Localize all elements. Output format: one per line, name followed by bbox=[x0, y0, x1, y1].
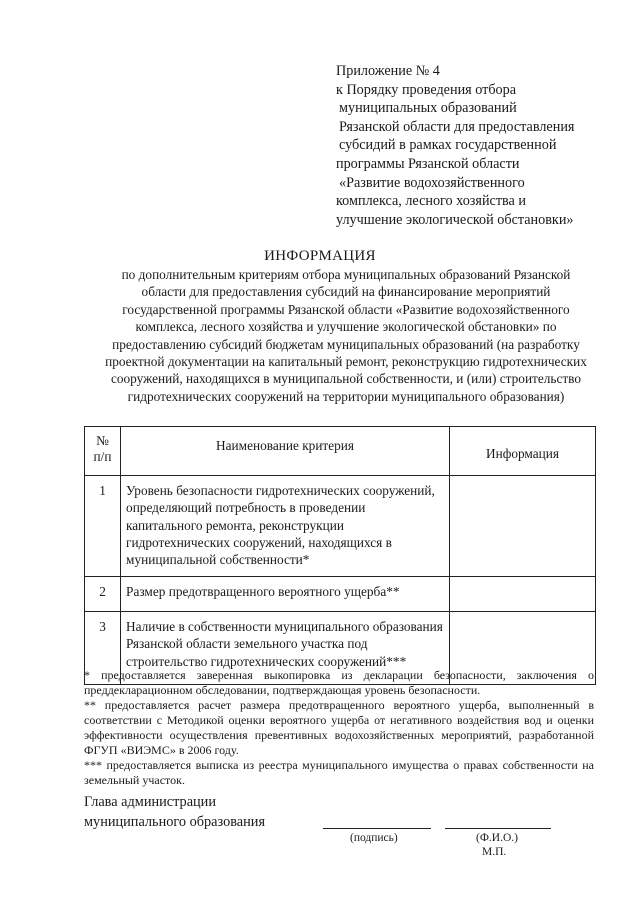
subtitle-line: области для предоставления субсидий на финансирование мероприятий bbox=[141, 284, 551, 300]
appendix-line: «Развитие водохозяйственного bbox=[339, 174, 525, 191]
criteria-table bbox=[84, 426, 596, 685]
signature-title-line2: муниципального образования bbox=[84, 814, 266, 830]
row-criterion: Размер предотвращенного вероятного ущерба** bbox=[121, 577, 450, 612]
signature-title-line1: Глава администрации bbox=[84, 794, 216, 810]
row-information bbox=[450, 577, 596, 612]
appendix-line: Рязанской области для предоставления bbox=[339, 118, 575, 135]
seal-label: М.П. bbox=[482, 846, 507, 858]
header-information: Информация bbox=[450, 427, 596, 476]
table-row bbox=[85, 577, 596, 612]
appendix-line: субсидий в рамках государственной bbox=[339, 137, 557, 154]
row-information bbox=[450, 476, 596, 577]
table-header-row bbox=[85, 427, 596, 476]
appendix-line: Приложение № 4 bbox=[336, 63, 440, 79]
subtitle-line: проектной документации на капитальный ремонт, реконструкцию гидротехнических bbox=[105, 354, 587, 370]
signature-block bbox=[84, 792, 265, 832]
footnote: *** предоставляется выписка из реестра муниципального имущества о правах собственности на земельный участок. bbox=[84, 758, 594, 787]
footnote: ** предоставляется расчет размера предотвращенного вероятного ущерба, выполненный в соответствии с Методикой оценки вероятного ущерба от негативного воздействия вод и оценки эффективности осуществления превентивных водохозяйственных мероприятий, разработанной ФГУП «ВИЭМС» в 2006 году. bbox=[84, 698, 594, 757]
header-criterion: Наименование критерия bbox=[121, 427, 450, 476]
header-number-symbol: № bbox=[96, 433, 109, 448]
document-title: ИНФОРМАЦИЯ bbox=[264, 248, 376, 264]
appendix-line: комплекса, лесного хозяйства и bbox=[336, 193, 526, 210]
name-line bbox=[445, 828, 551, 829]
appendix-line: к Порядку проведения отбора bbox=[336, 81, 517, 98]
signature-line bbox=[323, 828, 431, 829]
appendix-line: улучшение экологической обстановки» bbox=[336, 211, 574, 228]
full-name-label: (Ф.И.О.) bbox=[476, 832, 518, 844]
footnotes bbox=[84, 668, 594, 788]
footnote: * предоставляется заверенная выкопировка из декларации безопасности, заключения о преддекларационном обследовании, подтверждающая уровень безопасности. bbox=[84, 668, 594, 697]
header-number bbox=[85, 427, 121, 476]
subtitle-line: сооружений, находящихся в муниципальной собственности, и (или) строительство bbox=[110, 371, 582, 387]
appendix-line: муниципальных образований bbox=[339, 100, 517, 117]
header-number-label: п/п bbox=[93, 449, 112, 464]
row-criterion: Наличие в собственности муниципального образования Рязанской области земельного участка под строительство гидротехнических сооружений*** bbox=[121, 612, 450, 685]
subtitle-line: по дополнительным критериям отбора муниципальных образований Рязанской bbox=[121, 267, 571, 282]
table-row bbox=[85, 476, 596, 577]
appendix-heading bbox=[336, 62, 636, 229]
row-number: 2 bbox=[85, 577, 121, 612]
row-number: 3 bbox=[85, 612, 121, 685]
row-criterion: Уровень безопасности гидротехнических сооружений, определяющий потребность в проведении капитального ремонта, реконструкции гидротехнических сооружений, находящихся в муниципальной собственности* bbox=[121, 476, 450, 577]
document-subtitle bbox=[86, 266, 606, 405]
subtitle-line: гидротехнических сооружений на территории муниципального образования) bbox=[127, 388, 565, 404]
subtitle-line: государственной программы Рязанской области «Развитие водохозяйственного bbox=[122, 301, 570, 317]
appendix-line: программы Рязанской области bbox=[336, 155, 520, 172]
signature-label: (подпись) bbox=[350, 832, 398, 844]
subtitle-line: предоставлению субсидий бюджетам муниципальных образований (на разработку bbox=[112, 336, 580, 352]
subtitle-line: комплекса, лесного хозяйства и улучшение экологической обстановки» по bbox=[135, 319, 557, 335]
row-number: 1 bbox=[85, 476, 121, 577]
